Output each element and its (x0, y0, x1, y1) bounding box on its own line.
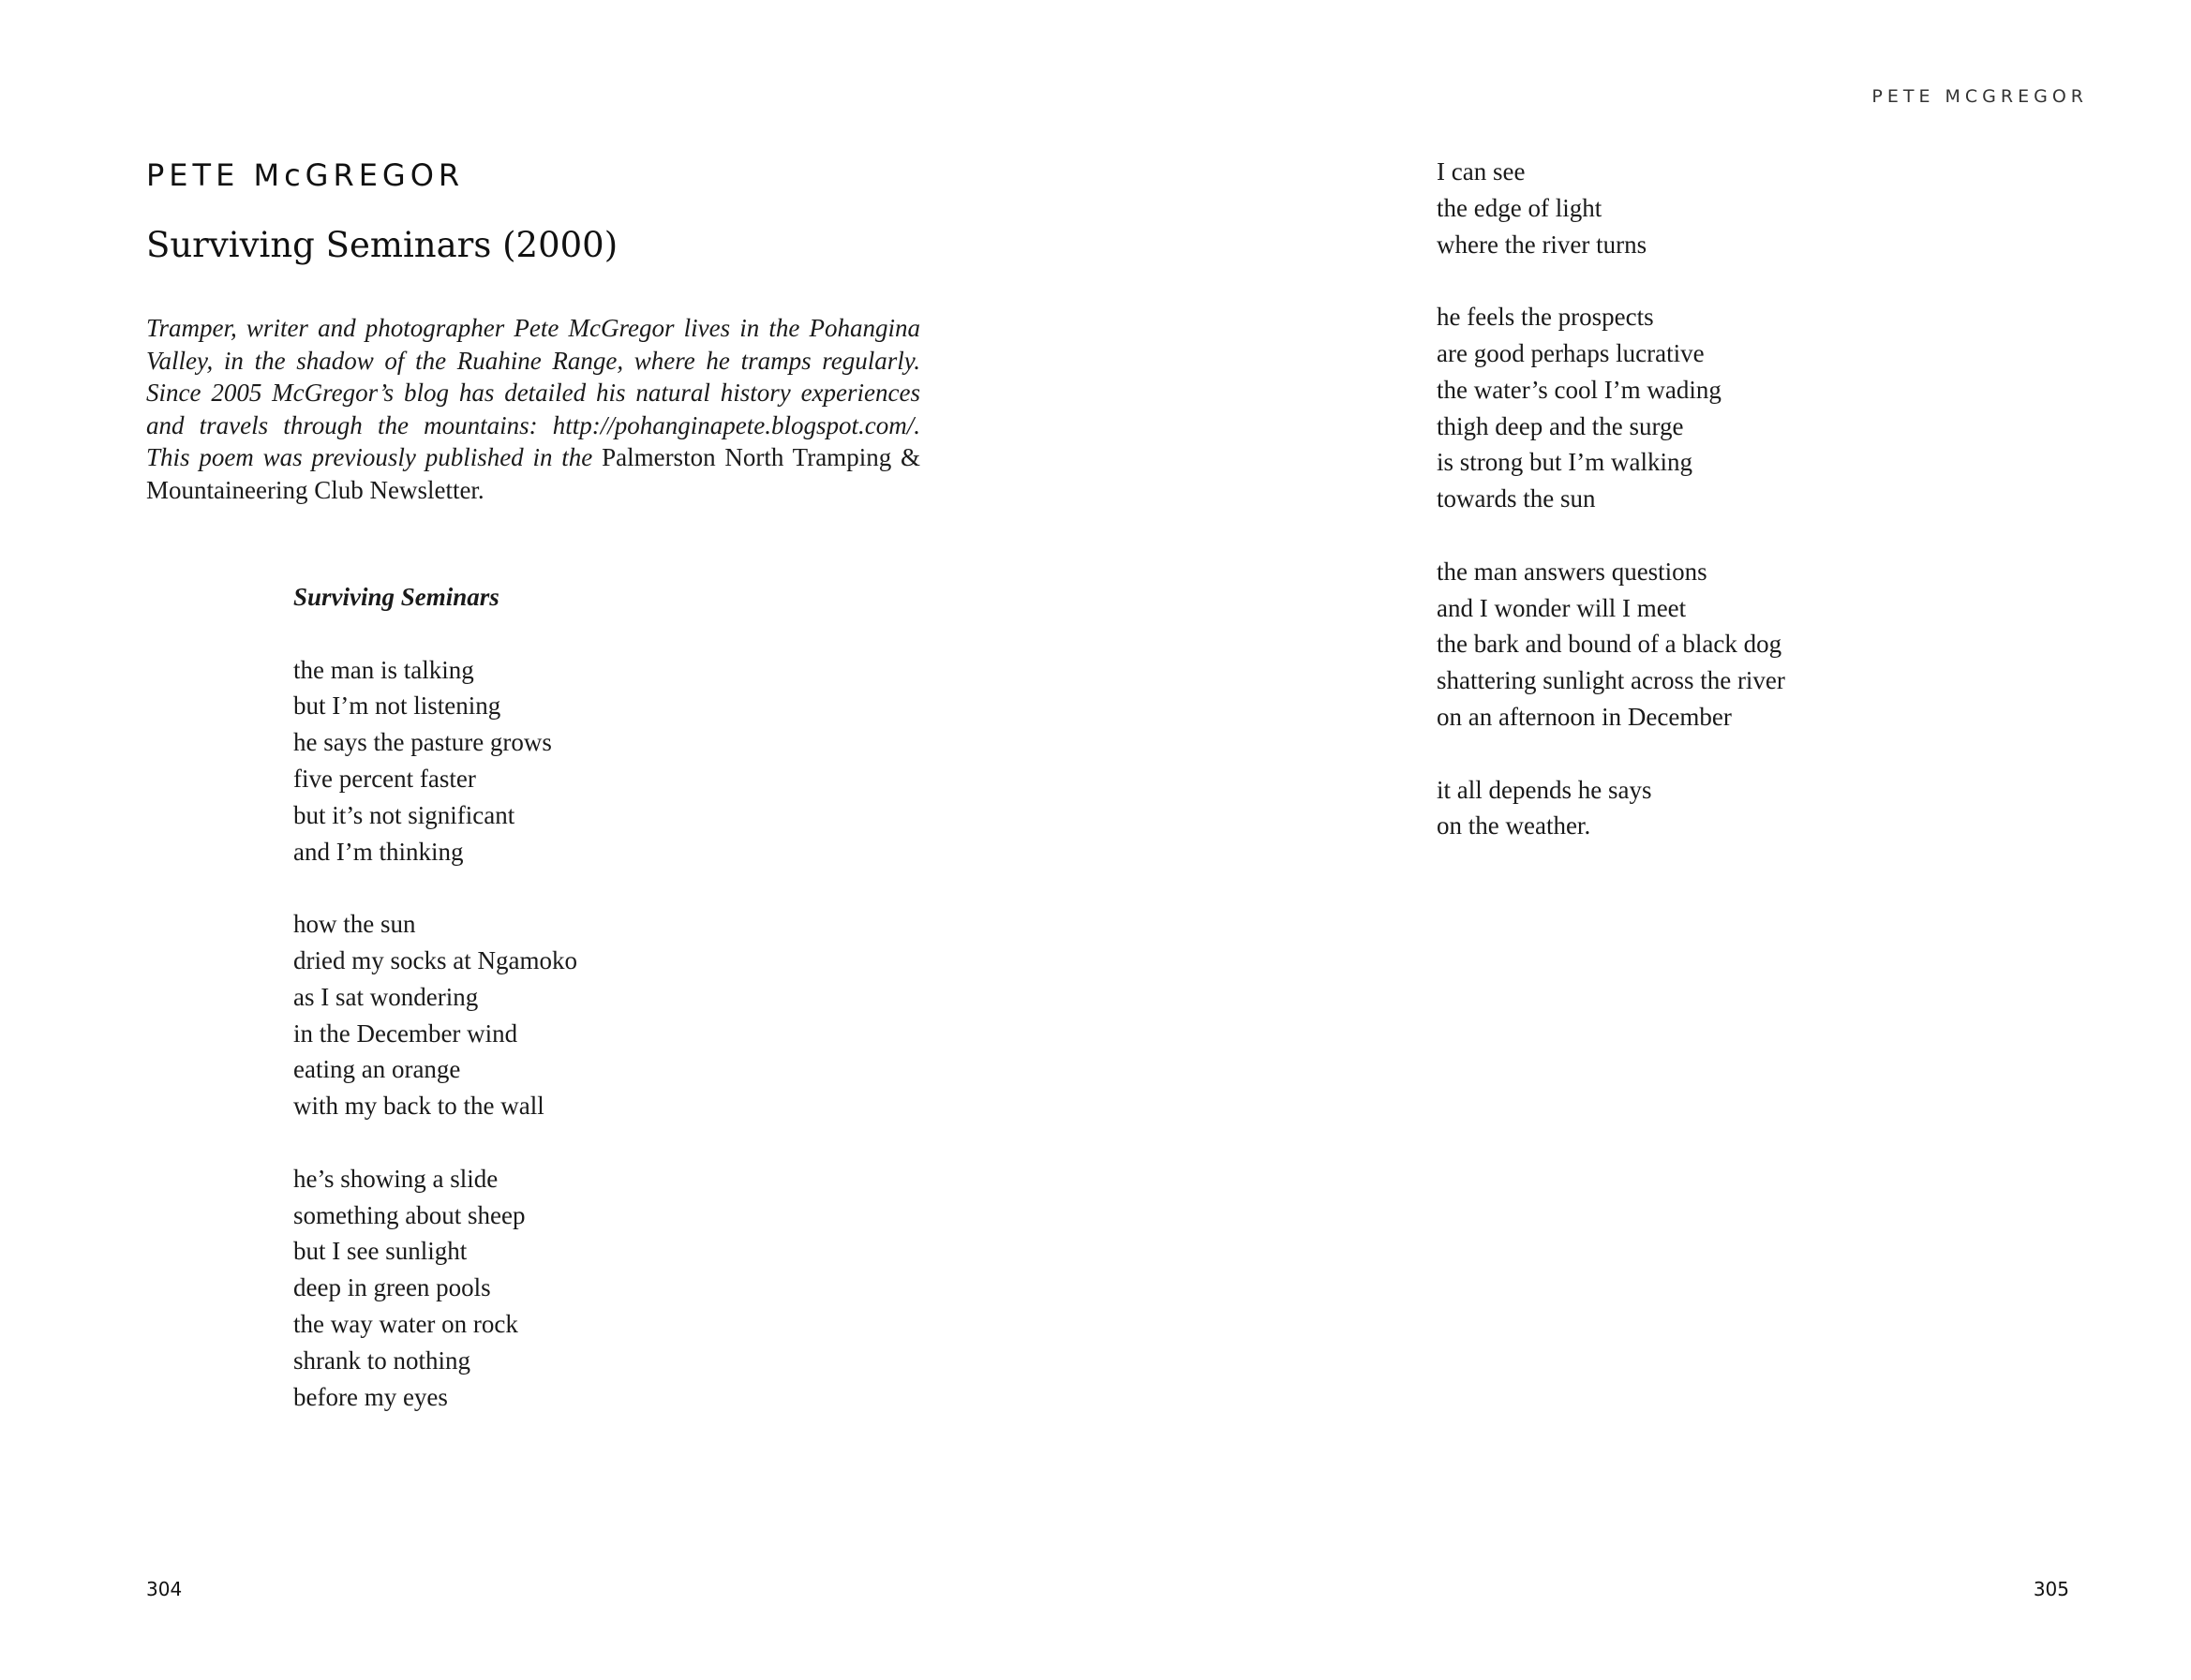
poem-line: the edge of light (1437, 193, 1602, 222)
newsletter-name: Palmerston North Tramping & Mountaineering Club Newsletter. (146, 443, 920, 504)
poem-line: shrank to nothing (293, 1345, 470, 1375)
stanza (293, 652, 577, 870)
poem-line: it all depends he says (1437, 775, 1652, 804)
poem-line: where the river turns (1437, 230, 1647, 259)
right-stanzas (1437, 154, 1785, 844)
poem-line: before my eyes (293, 1382, 448, 1411)
stanza (1437, 154, 1785, 262)
poem-line: five percent faster (293, 764, 476, 793)
poem-line: he says the pasture grows (293, 728, 552, 757)
poem-line: in the December wind (293, 1018, 518, 1048)
poem-line: is strong but I’m walking (1437, 448, 1692, 477)
poem-line: towards the sun (1437, 484, 1596, 513)
poem-line: deep in green pools (293, 1273, 491, 1302)
stanza (1437, 554, 1785, 736)
poem-line: eating an orange (293, 1055, 461, 1084)
poem-line: with my back to the wall (293, 1092, 544, 1121)
poem-line: on an afternoon in December (1437, 702, 1732, 731)
poem-line: I can see (1437, 157, 1526, 186)
poem-line: dried my socks at Ngamoko (293, 945, 577, 974)
poem-line: as I sat wondering (293, 982, 479, 1011)
poem-line: but it’s not significant (293, 800, 515, 829)
poem-part-two (1437, 154, 1785, 844)
stanza (293, 1161, 577, 1416)
poem-line: the water’s cool I’m wading (1437, 375, 1722, 404)
poem-line: he’s showing a slide (293, 1164, 499, 1193)
poem-heading: Surviving Seminars (2000) (146, 225, 619, 265)
stanza (293, 906, 577, 1124)
author-name: PETE McGREGOR (146, 157, 465, 193)
page-number-right: 305 (2033, 1578, 2069, 1600)
poem-line: shattering sunlight across the river (1437, 666, 1785, 695)
poem-line: but I see sunlight (293, 1237, 468, 1266)
poem-line: thigh deep and the surge (1437, 411, 1684, 440)
poem-line: he feels the prospects (1437, 303, 1654, 332)
author-bio-italic: Tramper, writer and photographer Pete McGregor lives in the Pohangina Valley, in the shadow of the Ruahine Range, where he tramps regularly. Since 2005 McGregor’s blog has detailed his natural history experiences and travels through the mountains: http://pohanginapete.blogspot.com/. This poem was previously published in the (146, 314, 920, 471)
page-number-left: 304 (146, 1578, 183, 1600)
author-bio (146, 312, 920, 506)
poem-line: how the sun (293, 910, 416, 939)
stanza (1437, 772, 1785, 845)
right-page (1096, 0, 2191, 1680)
stanza (1437, 299, 1785, 517)
poem-line: are good perhaps lucrative (1437, 338, 1705, 367)
poem-line: but I’m not listening (293, 691, 501, 721)
poem-line: and I’m thinking (293, 837, 464, 866)
poem-part-one (293, 579, 577, 1415)
poem-line: the way water on rock (293, 1309, 518, 1338)
poem-line: and I wonder will I meet (1437, 593, 1687, 622)
poem-line: something about sheep (293, 1200, 526, 1229)
poem-line: on the weather. (1437, 811, 1591, 840)
running-head: PETE MCGREGOR (1871, 86, 2088, 107)
left-stanzas (293, 652, 577, 1416)
poem-title: Surviving Seminars (293, 583, 499, 611)
poem-line: the bark and bound of a black dog (1437, 630, 1782, 659)
poem-line: the man answers questions (1437, 557, 1707, 586)
poem-line: the man is talking (293, 655, 474, 684)
